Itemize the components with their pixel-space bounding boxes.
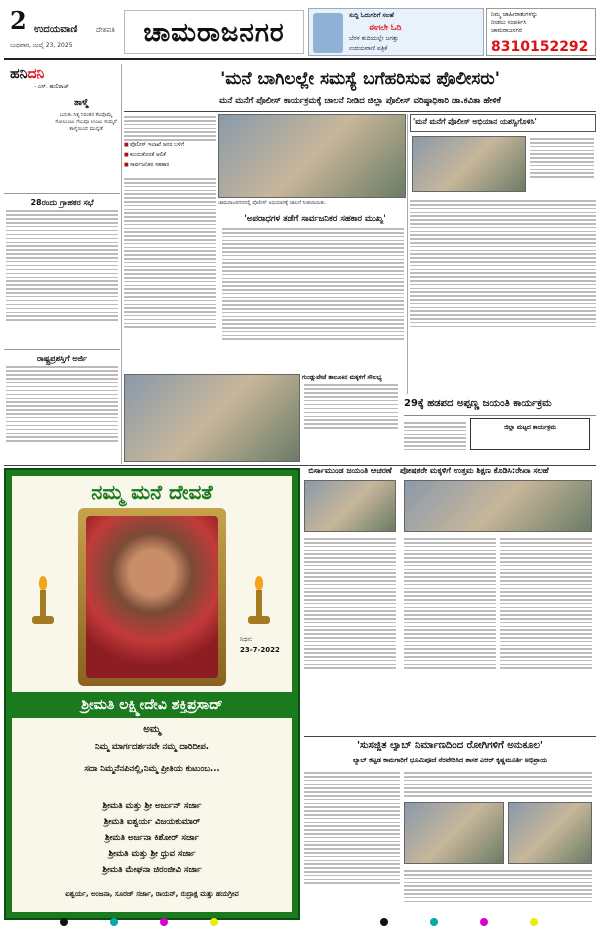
oil-lamp-icon [248,576,270,626]
birsa-photo[interactable] [304,480,396,532]
memorial-name: ಶ್ರೀಮತಿ ಲಕ್ಷ್ಮೀದೇವಿ ಶಕ್ತಿಪ್ರಸಾದ್ [12,692,292,718]
ad-line: ಈಗಲೇ ಓದಿ [369,23,402,32]
ad-line: ನೀಡಲು ಸಂಪರ್ಕಿಸಿ [491,19,527,26]
date-line: ಬುಧವಾರ, ಜುಲೈ 23, 2025 [10,42,73,49]
story-text [404,536,496,671]
memorial-amma: ಅಮ್ಮ [143,724,161,735]
story-text [304,770,400,886]
paper-name: ಉದಯವಾಣಿ [34,24,78,35]
memorial-family-names [12,798,292,878]
story-subhead: 'ಅಪರಾಧಗಳ ತಡೆಗೆ ಸಾರ್ವಜನಿಕರ ಸಹಕಾರ ಮುಖ್ಯ' [244,214,386,224]
city-title: ಚಾಮರಾಜನಗರ [124,10,304,54]
column-divider [121,64,122,464]
story-text [304,536,396,671]
memorial-ad[interactable] [4,468,300,920]
news-headline: 28ರಂದು ಗ್ರಾಹಕರ ಸಭೆ [30,198,94,207]
bullet-item: ■ ಕುಂದುಕೊರತೆ ಆಲಿಕೆ [124,152,216,159]
poshak-photo[interactable] [404,480,592,532]
masthead [4,4,596,60]
divider [124,111,596,112]
ad-phone-number: 8310152292 [491,39,589,55]
news-headline: ಗುಂಡ್ಲುಪೇಟೆ ತಾಲೂಕಿನ ಮಕ್ಕಳಿಗೆ ಸೌಲಭ್ಯ [302,374,382,381]
memorial-date-label: ನಿಧನ: [240,636,253,643]
hani-title-b: ದನಿ [27,66,45,82]
bullet-item: ■ ಪೊಲೀಸ್ ಇಲಾಖೆ ಜನರ ಬಳಿಗೆ [124,142,216,149]
ad-line: ಸುದ್ದಿ ಓದುಗರಿಗೆ ಸಲಹೆ [349,12,394,19]
hani-dani-title [10,66,44,82]
masthead-ad-right[interactable] [486,8,596,56]
ad-line: ಬೆರಳ ತುದಿಯಲ್ಲೇ ಜಗತ್ತು [349,35,399,42]
story-text [530,136,594,180]
poshak-headline[interactable]: ಪೋಷಕರೇ ಮಕ್ಕಳಿಗೆ ಉತ್ತಮ ಶಿಕ್ಷಣ ಕೊಡಿಸಿ:ರೇಖಾ ಸಲಹೆ [400,466,549,475]
lab-headline[interactable]: 'ಸುಸಜ್ಜಿತ ಲ್ಯಾಬ್ ನಿರ್ಮಾಣದಿಂದ ರೋಗಿಗಳಿಗೆ ಅನುಕೂಲ' [356,740,543,751]
story-text [124,176,216,330]
left-column [4,64,120,464]
main-headline[interactable]: 'ಮನೆ ಬಾಗಿಲಲ್ಲೇ ಸಮಸ್ಯೆ ಬಗೆಹರಿಸುವ ಪೊಲೀಸರು' [220,69,500,89]
memorial-grandchildren: ಐಶ್ವರ್ಯ, ಅಂಜನಾ, ಸೂರಜ್ ಸರ್ಜಾ, ರಾಯನ್, ರುದ್ರಾಕ್ಷ ಮತ್ತು ಹಯಗ್ರೀವ [65,890,239,898]
edition-label: ದೇಶಪತಿ [96,26,115,34]
hani-dani-box [4,64,120,194]
poem-text: ಬದುಕು ನಿತ್ಯ ನಿರಂತರ ಕೆಲವೊಮ್ಮೆ ಸೋಲುಂಟು ಗೆಲುವೂ ಉಂಟು ಸುಮ್ಮನೆ ತಾಳ್ಮೆಯಿಂದ ಮುನ್ನಡೆ [55,112,117,132]
news-headline: ರಾಷ್ಟ್ರಪ್ರಶಸ್ತಿಗೆ ಅರ್ಜಿ [36,354,88,363]
bullet-item: ■ ಸಾರ್ವಜನಿಕರ ಸಹಕಾರ [124,162,216,169]
hani-author: - ಎಸ್. ಹುಲಿರಾಜ್ [34,84,69,90]
story-text [500,536,592,671]
lab-photo[interactable] [508,802,592,864]
news-body [4,366,120,441]
phone-graphic-icon [313,13,343,53]
group-photo[interactable] [124,374,300,462]
ad-line: ನಿಮ್ಮ ಜಾಹೀರಾತುಗಳನ್ನು [491,11,538,18]
poem-title: ತಾಳ್ಮೆ [74,98,89,108]
masthead-ad-left[interactable] [308,8,484,56]
memorial-line: ನಿಮ್ಮ ಮಾರ್ಗದರ್ಶನವೇ ನಮ್ಮ ದಾರಿದೀಪ. [94,742,209,752]
family-name: ಶ್ರೀಮತಿ ಅರ್ಜನಾ ಕಿಶೋರ್ ಸರ್ಜಾ [104,833,200,843]
story-text [222,226,404,342]
memorial-title: ನಮ್ಮ ಮನೆ ದೇವತೆ [91,480,213,504]
news-item-award[interactable] [4,354,120,466]
family-name: ಶ್ರೀಮತಿ ಐಶ್ವರ್ಯ ವಿಜಯಕುಮಾರ್ [103,817,201,827]
family-name: ಶ್ರೀಮತಿ ಮೇಘನಾ ಚಿರಂಜೀವಿ ಸರ್ಜಾ [102,865,202,875]
hani-title-a: ಹನಿ [10,66,28,82]
portrait-photo [86,516,218,678]
police-event-photo[interactable] [218,114,406,198]
birsa-headline[interactable]: ಬಿರ್ಸಾಮುಂಡ ಜಯಂತಿ ಆಚರಣೆ [308,466,392,475]
oil-lamp-icon [32,576,54,626]
lab-subhead: ಲ್ಯಾಬ್ ಕಟ್ಟಡ ಕಾಮಗಾರಿಗೆ ಭೂಮಿಪೂಜೆ ನೆರವೇರಿಸಿದ ಶಾಸಕ ಎಆರ್ ಕೃಷ್ಣಮೂರ್ತಿ ಅಭಿಪ್ರಾಯ [352,756,548,764]
memorial-date: 23-7-2022 [240,646,280,654]
photo-caption: ಚಾಮರಾಜನಗರದಲ್ಲಿ ಪೊಲೀಸ್ ಅಭಿಯಾನಕ್ಕೆ ಚಾಲನೆ ನೀಡಲಾಯಿತು. [218,200,327,206]
memorial-line: ಸದಾ ನಿಮ್ಮನೆನಪಿನಲ್ಲಿ,ನಿಮ್ಮ ಪ್ರೀತಿಯ ಕುಟುಂಬ... [84,764,220,774]
story-text [124,114,216,143]
story-text [404,868,592,904]
anniversary-box: ಜಿಲ್ಲಾ ಮಟ್ಟದ ಕಾರ್ಯಕ್ರಮ [470,418,590,450]
ad-line: ಚಾಮರಾಜನಗರ [491,27,523,34]
side-story-headline[interactable]: 'ಮನೆ ಮನೆಗೆ ಪೊಲೀಸ್ ಅಭಿಯಾನ ಯಶಸ್ವಿಗೊಳಿಸಿ' [410,114,596,132]
main-subhead: ಮನೆ ಮನೆಗೆ ಪೊಲೀಸ್ ಕಾರ್ಯಕ್ರಮಕ್ಕೆ ಚಾಲನೆ ನೀಡಿದ ಜಿಲ್ಲಾ ಪೊಲೀಸ್ ವರಿಷ್ಠಾಧಿಕಾರಿ ಡಾ.ಕವಿತಾ ಹೇಳಿಕೆ [219,96,501,106]
story-text [410,198,596,329]
anniversary-headline[interactable]: 29ಕ್ಕೆ ಹಡಪದ ಅಪ್ಪಣ್ಣ ಜಯಂತಿ ಕಾರ್ಯಕ್ರಮ [404,398,596,416]
side-story-photo[interactable] [412,136,526,192]
print-registration-marks [0,916,600,928]
story-text [404,420,466,453]
memorial-panel [12,476,292,912]
news-item-consumer[interactable] [4,198,120,350]
story-bullets [124,142,216,172]
lab-photo[interactable] [404,802,504,864]
ad-line: ಉದಯವಾಣಿ ಪತ್ರಿಕೆ [349,45,388,52]
news-body [4,210,120,320]
column-divider [407,114,408,394]
portrait-frame [78,508,226,686]
divider [304,736,596,737]
family-name: ಶ್ರೀಮತಿ ಮತ್ತು ಶ್ರೀ ಅರ್ಜುನ್ ಸರ್ಜಾ [102,801,202,811]
news-body [302,384,400,428]
page-number: 2 [10,6,27,35]
family-name: ಶ್ರೀಮತಿ ಮತ್ತು ಶ್ರೀ ಧ್ರುವ ಸರ್ಜಾ [108,849,196,859]
story-text [404,770,592,799]
news-item-children[interactable] [302,374,400,462]
